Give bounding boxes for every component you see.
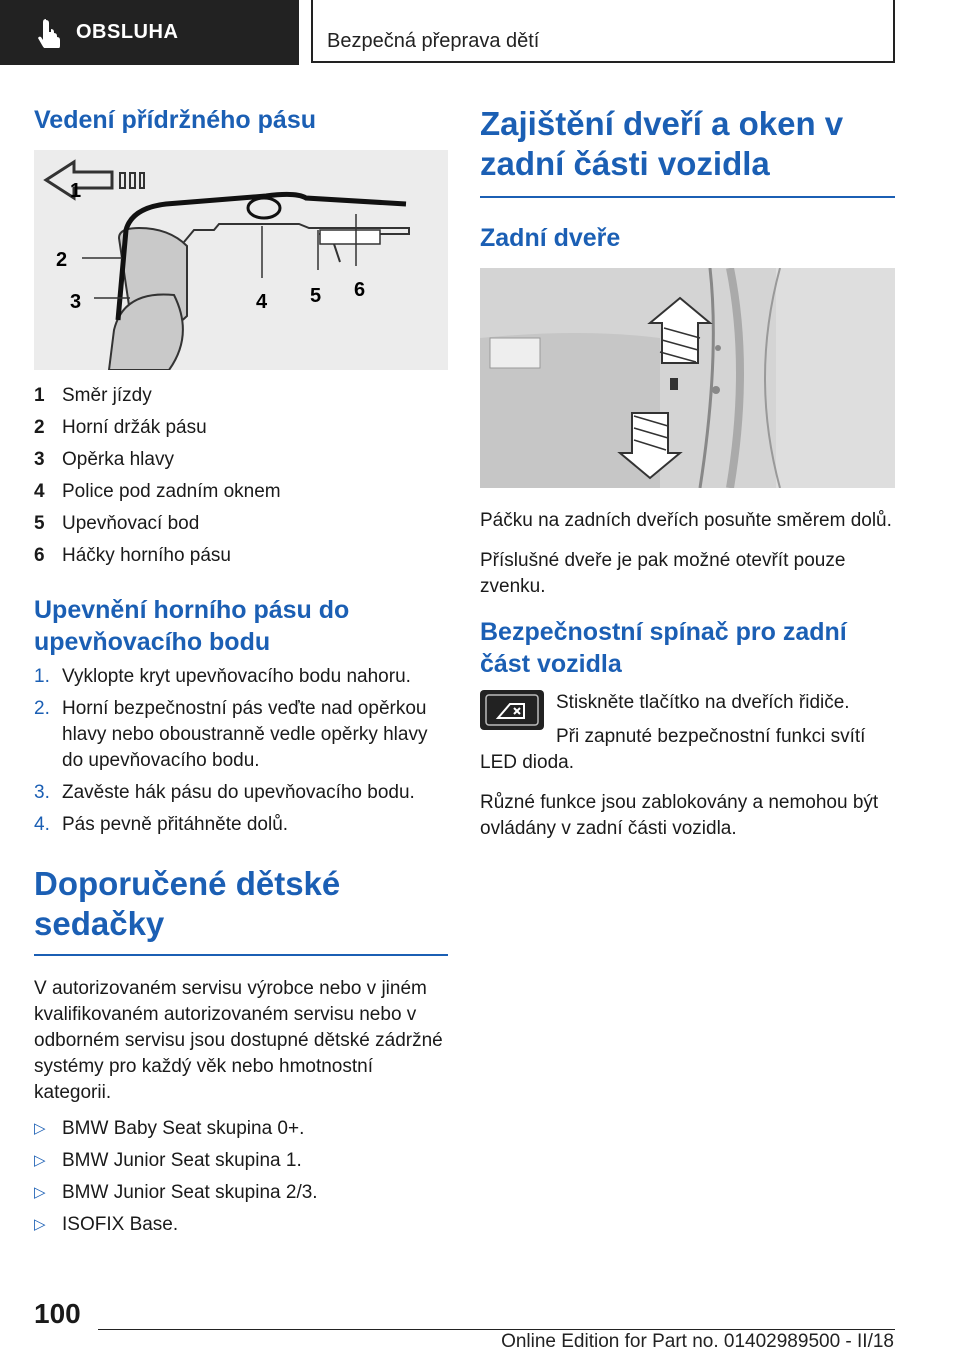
seats-rule: [34, 954, 448, 956]
door-figure: [480, 268, 895, 488]
switch-block: [480, 690, 895, 776]
step-item: 1. Vyklopte kryt upevňovacího bodu nahoru.: [34, 666, 411, 687]
belt-figure: [34, 150, 448, 370]
seats-intro: V autorizovaném servisu výrobce nebo v jiném kvalifikovaném autorizovaném servisu nebo v odborném servisu jsou dostupné dětské zádržné systémy pro každý věk nebo hmotnostní kategorii.: [34, 978, 443, 1103]
fix-steps: [34, 664, 448, 838]
door-heading: Zadní dveře: [480, 224, 621, 252]
switch-text-3: Různé funkce jsou zablokovány a nemohou být ovládány v zadní části vozidla.: [480, 792, 879, 839]
seat-item: ▷ BMW Junior Seat skupina 2/3.: [34, 1182, 318, 1203]
switch-heading: Bezpečnostní spínač pro zadní část vozidla: [480, 618, 847, 678]
left-column: [34, 104, 448, 1244]
topic-box: [311, 0, 895, 63]
step-item: 3. Zavěste hák pásu do upevňovacího bodu.: [34, 782, 415, 803]
topic-label: Bezpečná přeprava dětí: [327, 30, 540, 52]
fig-num-5: 5: [310, 285, 322, 307]
edition-note: Online Edition for Part no. 01402989500 - II/18: [501, 1331, 894, 1352]
right-column: [480, 104, 895, 842]
seats-list: [34, 1116, 448, 1238]
legend-item: 3 Opěrka hlavy: [34, 449, 174, 470]
step-item: 2. Horní bezpečnostní pás veďte nad opěrkou hlavy nebo oboustranně vedle opěrky hlavy do upevňovacího bodu.: [34, 698, 428, 771]
seat-item: ▷ BMW Baby Seat skupina 0+.: [34, 1118, 305, 1139]
child-lock-button-icon: [480, 690, 544, 730]
door-text-2: Příslušné dveře je pak možné otevřít pouze zvenku.: [480, 550, 846, 597]
door-text-1: Páčku na zadních dveřích posuňte směrem dolů.: [480, 510, 892, 531]
fig-num-2: 2: [56, 249, 68, 271]
legend-item: 4 Police pod zadním oknem: [34, 481, 281, 502]
step-item: 4. Pás pevně přitáhněte dolů.: [34, 814, 289, 835]
footer-rule: [98, 1329, 895, 1330]
fix-heading: Upevnění horního pásu do upevňovacího bodu: [34, 596, 350, 656]
seat-item: ▷ ISOFIX Base.: [34, 1214, 179, 1235]
legend-item: 6 Háčky horního pásu: [34, 545, 231, 566]
belt-legend: [34, 380, 448, 572]
fig-num-3: 3: [70, 291, 82, 313]
seats-heading: Doporučené dětské sedačky: [34, 865, 341, 942]
section-tab: [0, 0, 299, 65]
belt-illustration: [34, 150, 448, 370]
lock-heading: Zajištění dveří a oken v zadní části vozidla: [480, 105, 844, 182]
fig-num-4: 4: [256, 291, 268, 313]
lock-rule: [480, 196, 895, 198]
fig-num-1: 1: [70, 180, 82, 202]
section-label: OBSLUHA: [76, 21, 179, 43]
seat-item: ▷ BMW Junior Seat skupina 1.: [34, 1150, 302, 1171]
switch-text-2: Při zapnuté bezpečnostní funkci svítí LED dioda.: [480, 726, 866, 773]
legend-item: 5 Upevňovací bod: [34, 513, 200, 534]
hand-icon: [38, 18, 64, 48]
legend-item: 1 Směr jízdy: [34, 385, 152, 406]
page-number: 100: [34, 1298, 81, 1329]
legend-item: 2 Horní držák pásu: [34, 417, 207, 438]
door-illustration: [480, 268, 895, 488]
fig-num-6: 6: [354, 279, 366, 301]
switch-text-1: Stiskněte tlačítko na dveřích řidiče.: [556, 692, 850, 713]
belt-heading: Vedení přídržného pásu: [34, 106, 316, 134]
